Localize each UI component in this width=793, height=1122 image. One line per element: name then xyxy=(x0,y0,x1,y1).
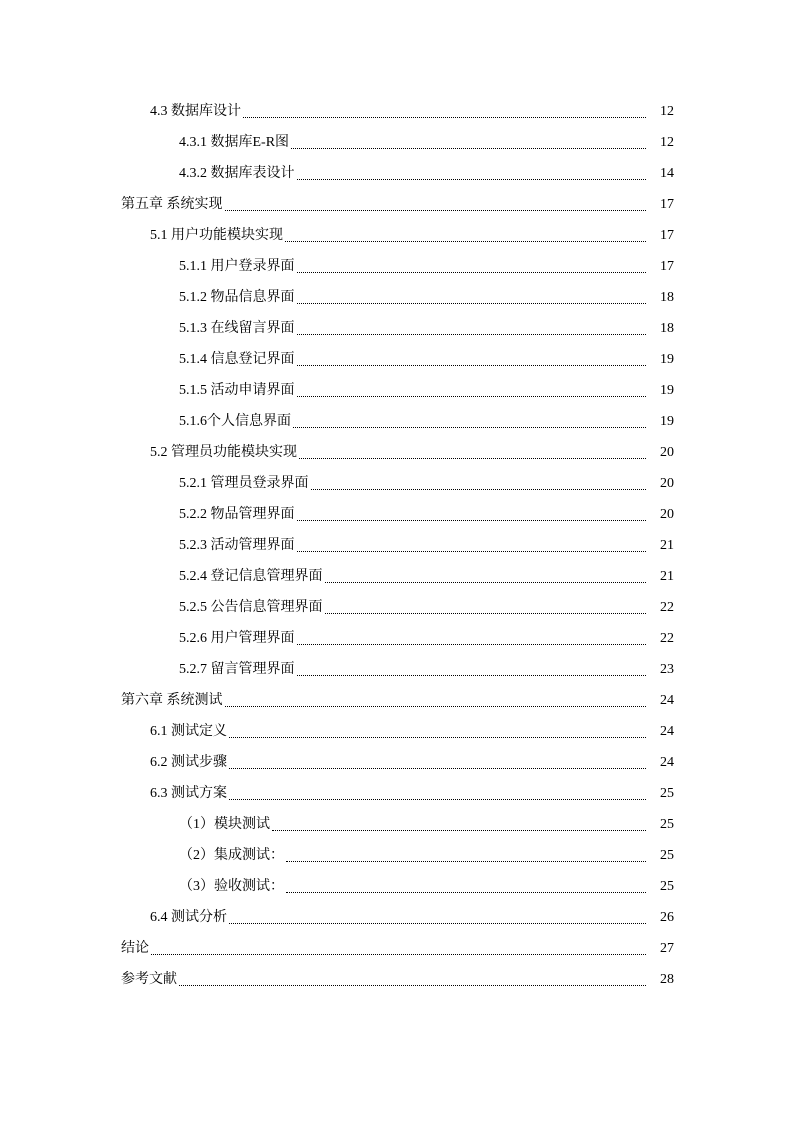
toc-entry-label: 5.2.1 管理员登录界面 xyxy=(179,476,309,491)
toc-entry-label: （3）验收测试： xyxy=(179,879,284,894)
toc-entry-page-number: 28 xyxy=(660,972,674,987)
toc-entry[interactable] xyxy=(0,778,793,809)
toc-entry-page-number: 20 xyxy=(660,445,674,460)
toc-entry-label: 5.1.1 用户登录界面 xyxy=(179,259,295,274)
toc-entry[interactable] xyxy=(0,220,793,251)
toc-entry-page-number: 25 xyxy=(660,879,674,894)
toc-entry[interactable] xyxy=(0,189,793,220)
toc-entry-label: 第五章 系统实现 xyxy=(121,197,223,212)
toc-entry[interactable] xyxy=(0,530,793,561)
toc-entry-page-number: 14 xyxy=(660,166,674,181)
toc-entry[interactable] xyxy=(0,902,793,933)
toc-entry-page-number: 22 xyxy=(660,600,674,615)
toc-entry-page-number: 23 xyxy=(660,662,674,677)
toc-leader-dots xyxy=(297,344,647,375)
toc-leader-dots xyxy=(286,871,646,902)
toc-entry-label: 6.4 测试分析 xyxy=(150,910,227,925)
toc-entry-label: 6.2 测试步骤 xyxy=(150,755,227,770)
toc-entry[interactable] xyxy=(0,127,793,158)
toc-entry-page-number: 24 xyxy=(660,693,674,708)
toc-entry-label: 5.2 管理员功能模块实现 xyxy=(150,445,297,460)
toc-entry-label: 5.1.4 信息登记界面 xyxy=(179,352,295,367)
toc-entry-page-number: 22 xyxy=(660,631,674,646)
toc-entry-page-number: 18 xyxy=(660,321,674,336)
toc-entry-label: 4.3 数据库设计 xyxy=(150,104,241,119)
toc-leader-dots xyxy=(225,189,647,220)
toc-entry-label: 5.1.3 在线留言界面 xyxy=(179,321,295,336)
toc-leader-dots xyxy=(243,96,646,127)
toc-entry[interactable] xyxy=(0,499,793,530)
toc-leader-dots xyxy=(229,716,646,747)
toc-entry-page-number: 24 xyxy=(660,724,674,739)
toc-entry-page-number: 26 xyxy=(660,910,674,925)
toc-entry-page-number: 25 xyxy=(660,786,674,801)
toc-entry-page-number: 18 xyxy=(660,290,674,305)
toc-entry-label: 6.1 测试定义 xyxy=(150,724,227,739)
toc-entry[interactable] xyxy=(0,282,793,313)
toc-leader-dots xyxy=(272,809,646,840)
toc-leader-dots xyxy=(179,964,646,995)
toc-entry[interactable] xyxy=(0,747,793,778)
toc-entry[interactable] xyxy=(0,437,793,468)
toc-entry[interactable] xyxy=(0,344,793,375)
toc-entry-page-number: 19 xyxy=(660,352,674,367)
toc-leader-dots xyxy=(299,437,646,468)
toc-leader-dots xyxy=(297,158,647,189)
toc-entry-page-number: 21 xyxy=(660,538,674,553)
toc-leader-dots xyxy=(285,220,646,251)
toc-entry-page-number: 19 xyxy=(660,383,674,398)
toc-leader-dots xyxy=(286,840,646,871)
toc-leader-dots xyxy=(297,654,647,685)
toc-entry[interactable] xyxy=(0,96,793,127)
toc-entry[interactable] xyxy=(0,623,793,654)
toc-leader-dots xyxy=(325,561,647,592)
toc-entry-page-number: 25 xyxy=(660,848,674,863)
toc-leader-dots xyxy=(291,127,646,158)
toc-entry-label: 5.2.5 公告信息管理界面 xyxy=(179,600,323,615)
toc-leader-dots xyxy=(293,406,646,437)
toc-entry-label: 5.1 用户功能模块实现 xyxy=(150,228,283,243)
toc-entry-label: 5.2.7 留言管理界面 xyxy=(179,662,295,677)
toc-entry[interactable] xyxy=(0,964,793,995)
toc-entry-label: 5.2.6 用户管理界面 xyxy=(179,631,295,646)
toc-entry-page-number: 27 xyxy=(660,941,674,956)
toc-leader-dots xyxy=(229,778,646,809)
toc-leader-dots xyxy=(297,499,647,530)
toc-entry-page-number: 12 xyxy=(660,104,674,119)
toc-entry-label: 6.3 测试方案 xyxy=(150,786,227,801)
toc-entry-page-number: 17 xyxy=(660,228,674,243)
toc-entry[interactable] xyxy=(0,933,793,964)
toc-entry-page-number: 25 xyxy=(660,817,674,832)
toc-entry[interactable] xyxy=(0,406,793,437)
toc-entry-label: 4.3.2 数据库表设计 xyxy=(179,166,295,181)
toc-entry-label: 4.3.1 数据库E-R图 xyxy=(179,135,290,150)
toc-leader-dots xyxy=(297,251,647,282)
toc-entry-label: 参考文献 xyxy=(121,972,177,987)
toc-leader-dots xyxy=(151,933,646,964)
toc-leader-dots xyxy=(229,747,646,778)
toc-leader-dots xyxy=(229,902,646,933)
toc-entry[interactable] xyxy=(0,871,793,902)
toc-entry[interactable] xyxy=(0,158,793,189)
table-of-contents xyxy=(0,96,793,995)
toc-entry-label: 结论 xyxy=(121,941,149,956)
toc-leader-dots xyxy=(297,530,647,561)
toc-entry-label: 5.1.2 物品信息界面 xyxy=(179,290,295,305)
toc-entry[interactable] xyxy=(0,809,793,840)
toc-entry[interactable] xyxy=(0,592,793,623)
toc-entry-page-number: 19 xyxy=(660,414,674,429)
toc-entry[interactable] xyxy=(0,840,793,871)
toc-entry-page-number: 12 xyxy=(660,135,674,150)
toc-entry-label: （1）模块测试 xyxy=(179,817,270,832)
toc-entry-label: 5.2.2 物品管理界面 xyxy=(179,507,295,522)
toc-entry[interactable] xyxy=(0,561,793,592)
toc-entry-page-number: 21 xyxy=(660,569,674,584)
toc-entry[interactable] xyxy=(0,313,793,344)
toc-entry-label: （2）集成测试： xyxy=(179,848,284,863)
toc-entry-page-number: 20 xyxy=(660,507,674,522)
toc-leader-dots xyxy=(225,685,647,716)
toc-entry[interactable] xyxy=(0,654,793,685)
toc-entry[interactable] xyxy=(0,685,793,716)
toc-entry-label: 5.1.5 活动申请界面 xyxy=(179,383,295,398)
toc-leader-dots xyxy=(297,313,647,344)
toc-leader-dots xyxy=(311,468,647,499)
toc-entry[interactable] xyxy=(0,716,793,747)
toc-leader-dots xyxy=(297,375,647,406)
toc-entry-page-number: 17 xyxy=(660,197,674,212)
toc-leader-dots xyxy=(325,592,647,623)
toc-entry[interactable] xyxy=(0,251,793,282)
toc-leader-dots xyxy=(297,282,647,313)
toc-leader-dots xyxy=(297,623,647,654)
toc-entry-page-number: 24 xyxy=(660,755,674,770)
toc-entry-label: 5.2.4 登记信息管理界面 xyxy=(179,569,323,584)
toc-entry[interactable] xyxy=(0,375,793,406)
toc-entry[interactable] xyxy=(0,468,793,499)
toc-entry-label: 5.1.6个人信息界面 xyxy=(179,414,291,429)
toc-entry-label: 第六章 系统测试 xyxy=(121,693,223,708)
toc-entry-label: 5.2.3 活动管理界面 xyxy=(179,538,295,553)
toc-entry-page-number: 17 xyxy=(660,259,674,274)
toc-entry-page-number: 20 xyxy=(660,476,674,491)
